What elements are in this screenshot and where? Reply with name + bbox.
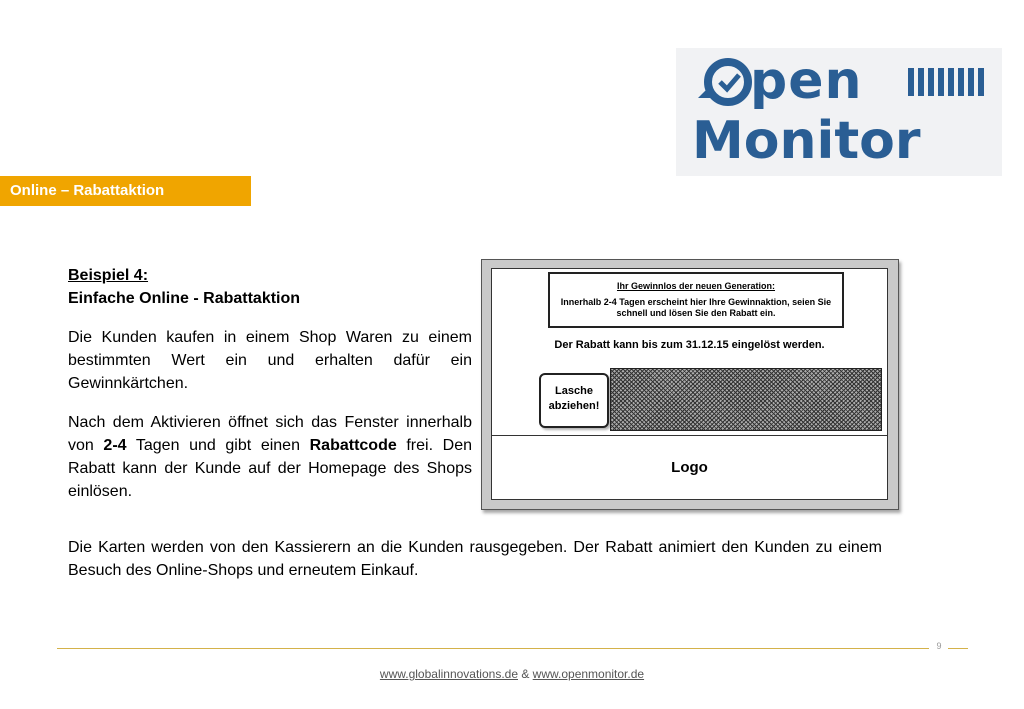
- logo-word-open: pen: [750, 51, 863, 111]
- openmonitor-logo-graphic: [676, 48, 1002, 176]
- clock-icon: [708, 62, 748, 102]
- pull-tab-line1: Lasche: [555, 385, 593, 397]
- scratch-field: [610, 368, 882, 431]
- footer-separator: &: [518, 667, 533, 681]
- signal-bars-icon: [908, 68, 984, 96]
- openmonitor-link[interactable]: www.openmonitor.de: [532, 667, 645, 681]
- win-notice-box: [548, 272, 844, 328]
- section-tag: Online – Rabattaktion: [0, 176, 251, 206]
- example-number: Beispiel 4:: [68, 267, 149, 284]
- win-text: Innerhalb 2-4 Tagen erscheint hier Ihre Gewinnaktion, seien Sie schnell und lösen Sie den Rabatt ein.: [560, 297, 832, 318]
- card-face: [491, 268, 888, 500]
- paragraph-activation: Nach dem Aktivieren öffnet sich das Fenster innerhalb von 2-4 Tagen und gibt einen Rabattcode frei. Den Rabatt kann der Kunde auf der Homepage des Shops einlösen.: [68, 414, 472, 500]
- check-icon: [720, 75, 739, 89]
- win-title: Ihr Gewinnlos der neuen Generation:: [616, 281, 776, 291]
- globalinnovations-link[interactable]: www.globalinnovations.de: [379, 667, 518, 681]
- scratch-card-mockup: [481, 259, 899, 510]
- example-title: Einfache Online - Rabattaktion: [68, 290, 301, 307]
- footer-links: [0, 667, 1024, 681]
- footer-divider: [57, 648, 929, 649]
- logo-word-monitor: Monitor: [692, 111, 921, 171]
- pull-tab: [539, 373, 609, 428]
- paragraph-distribution: Die Karten werden von den Kassierern an die Kunden rausgegeben. Der Rabatt animiert den Kunden zu einem Besuch des Online-Shops und erneutem Einkauf.: [68, 539, 882, 579]
- page-number: 9: [936, 641, 942, 651]
- card-logo-placeholder: Logo: [671, 459, 708, 476]
- openmonitor-logo: [676, 48, 1002, 176]
- example-text: [68, 264, 472, 503]
- pull-tab-line2: abziehen!: [548, 400, 600, 412]
- paragraph-intro: Die Kunden kaufen in einem Shop Waren zu einem bestimmten Wert ein und erhalten dafür ein Gewinnkärtchen.: [68, 329, 472, 392]
- footer-divider-right: [948, 648, 968, 649]
- validity-text: Der Rabatt kann bis zum 31.12.15 eingelöst werden.: [554, 339, 825, 351]
- distribution-text: [68, 536, 882, 582]
- card-divider: [492, 435, 887, 436]
